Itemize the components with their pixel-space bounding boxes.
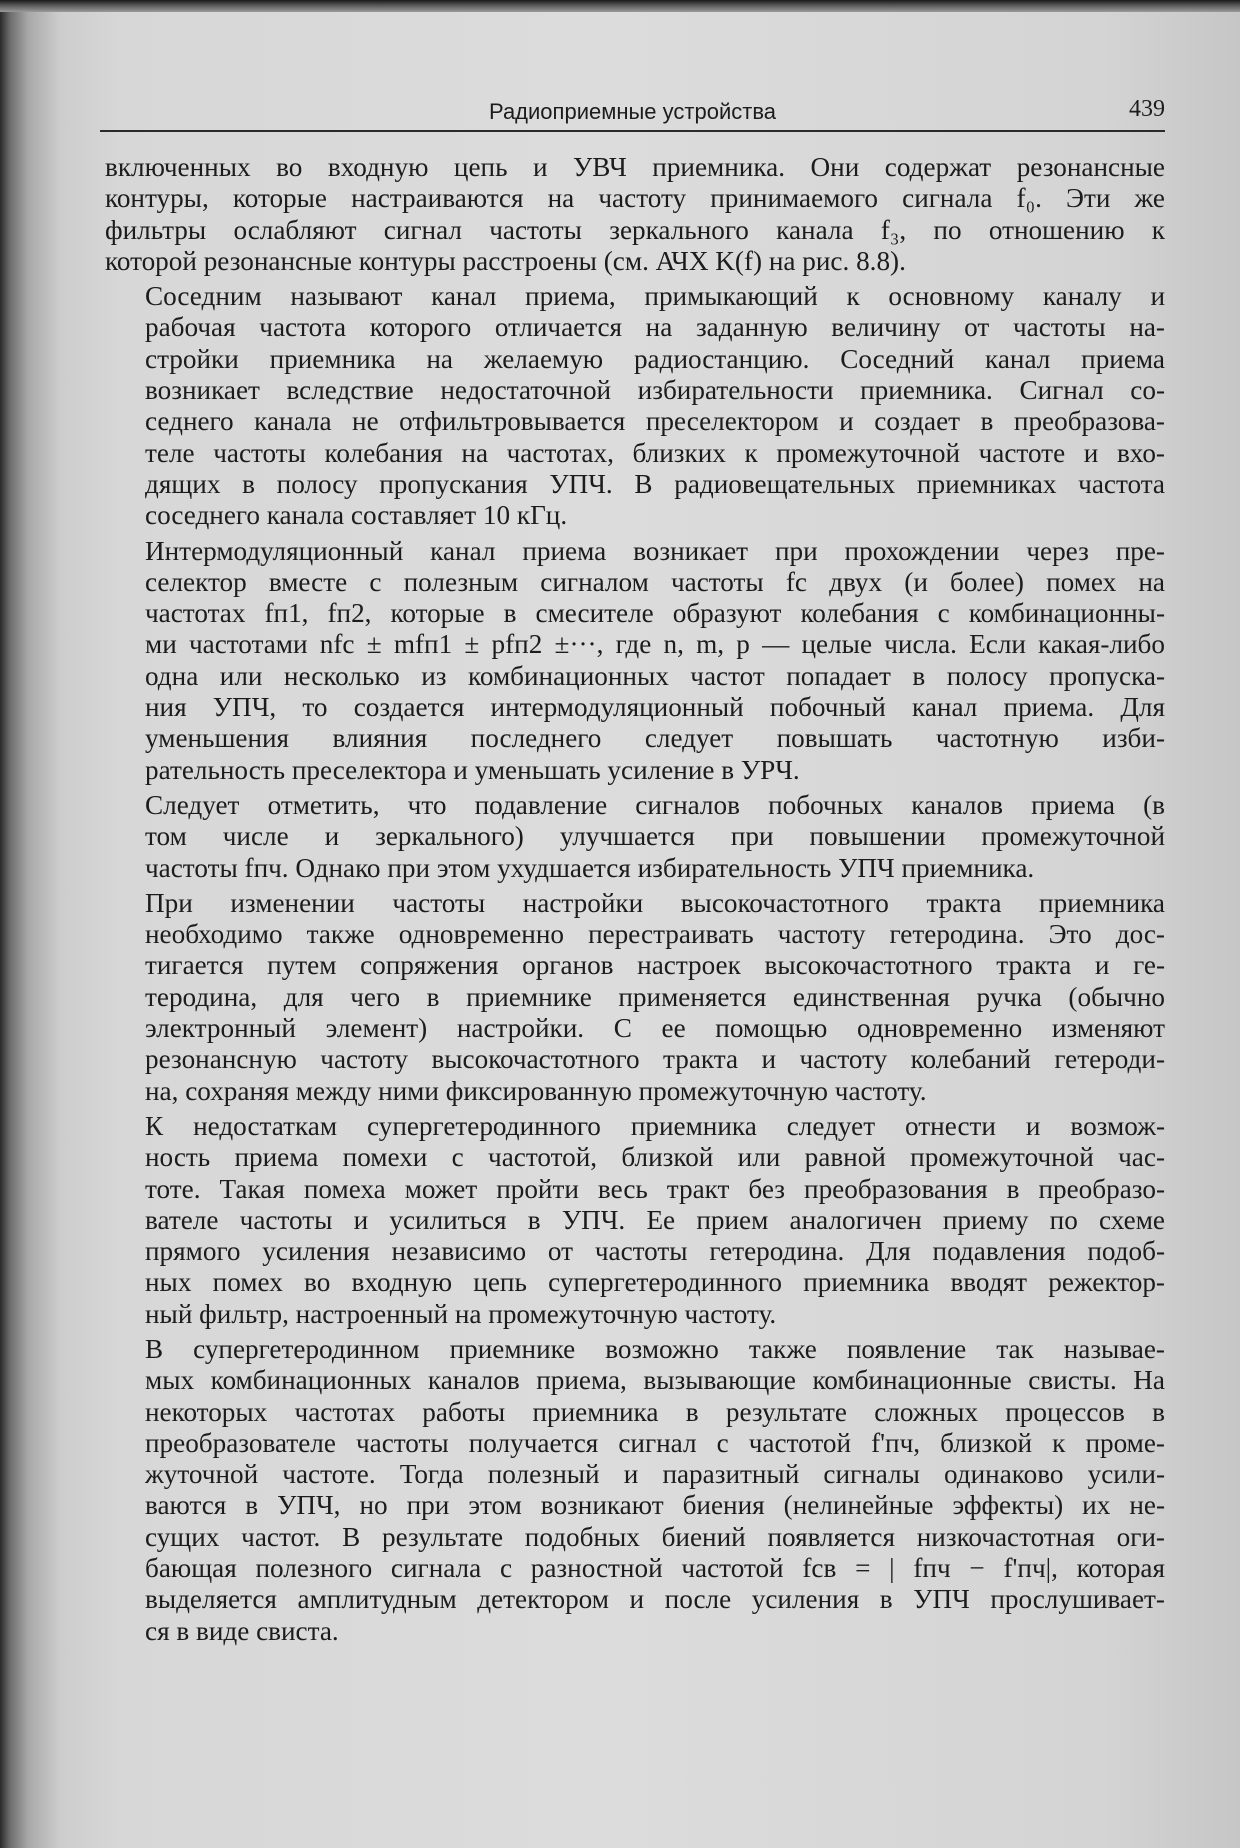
text-line: теле частоты колебания на частотах, близких к промежуточной частоте и вхо- — [145, 437, 1165, 468]
paragraph-7 — [105, 1334, 1165, 1647]
text-line: К недостаткам супергетеродинного приемника следует отнести и возмож- — [145, 1110, 1165, 1141]
paragraph-5 — [105, 888, 1165, 1107]
text-line: ми частотами nfс ± mfп1 ± pfп2 ±···, где n, m, p — целые числа. Если какая-либо — [145, 629, 1165, 660]
text-line: дящих в полосу пропускания УПЧ. В радиовещательных приемниках частота — [145, 468, 1165, 499]
text-line: В супергетеродинном приемнике возможно также появление так называе- — [145, 1333, 1165, 1364]
running-title: Радиоприемные устройства — [489, 99, 776, 124]
paragraph-1 — [105, 152, 1165, 277]
text-line: фильтры ослабляют сигнал частоты зеркального канала f₃, по отношению к — [105, 214, 1165, 245]
page-header — [100, 96, 1165, 132]
text-line: Интермодуляционный канал приема возникает при прохождении через пре- — [145, 535, 1165, 566]
text-line: ность приема помехи с частотой, близкой или равной промежуточной час- — [145, 1142, 1165, 1173]
text-line: рательность преселектора и уменьшать усиление в УРЧ. — [145, 754, 800, 785]
text-line: стройки приемника на желаемую радиостанцию. Соседний канал приема — [145, 343, 1165, 374]
text-line: одна или несколько из комбинационных частот попадает в полосу пропуска- — [145, 660, 1165, 691]
text-line: резонансную частоту высокочастотного тракта и частоту колебаний гетероди- — [145, 1044, 1165, 1075]
paragraph-4 — [105, 790, 1165, 884]
text-line: сущих частот. В результате подобных биений появляется низкочастотная оги- — [145, 1521, 1165, 1552]
page-number: 439 — [1129, 96, 1165, 122]
text-line: жуточной частоте. Тогда полезный и паразитный сигналы одинаково усили- — [145, 1459, 1165, 1490]
text-line: прямого усиления независимо от частоты гетеродина. Для подавления подоб- — [145, 1236, 1165, 1267]
text-line: тигается путем сопряжения органов настроек высокочастотного тракта и ге- — [145, 950, 1165, 981]
text-line: контуры, которые настраиваются на частоту принимаемого сигнала f₀. Эти же — [105, 183, 1165, 214]
text-line: вателе частоты и усилиться в УПЧ. Ее прием аналогичен приему по схеме — [145, 1204, 1165, 1235]
text-line: уменьшения влияния последнего следует повышать частотную изби- — [145, 723, 1165, 754]
body-text — [105, 152, 1165, 1651]
text-line: седнего канала не отфильтровывается преселектором и создает в преобразова- — [145, 406, 1165, 437]
text-line: селектор вместе с полезным сигналом частоты fс двух (и более) помех на — [145, 566, 1165, 597]
paragraph-6 — [105, 1111, 1165, 1330]
text-line: которой резонансные контуры расстроены (см. АЧХ K(f) на рис. 8.8). — [105, 245, 906, 276]
text-line: на, сохраняя между ними фиксированную промежуточную частоту. — [145, 1075, 927, 1106]
text-line: частотах fп1, fп2, которые в смесителе образуют колебания с комбинационны- — [145, 598, 1165, 629]
text-line: ния УПЧ, то создается интермодуляционный побочный канал приема. Для — [145, 692, 1165, 723]
page-top-edge — [0, 0, 1240, 12]
paragraph-3 — [105, 536, 1165, 786]
text-line: ных помех во входную цепь супергетеродинного приемника вводят режектор- — [145, 1267, 1165, 1298]
text-line: электронный элемент) настройки. С ее помощью одновременно изменяют — [145, 1013, 1165, 1044]
text-line: Соседним называют канал приема, примыкающий к основному каналу и — [145, 281, 1165, 312]
text-line: соседнего канала составляет 10 кГц. — [145, 500, 568, 531]
text-line: Следует отметить, что подавление сигналов побочных каналов приема (в — [145, 789, 1165, 820]
text-line: ный фильтр, настроенный на промежуточную частоту. — [145, 1298, 777, 1329]
paragraph-2 — [105, 281, 1165, 531]
text-line: некоторых частотах работы приемника в результате сложных процессов в — [145, 1396, 1165, 1427]
text-line: При изменении частоты настройки высокочастотного тракта приемника — [145, 887, 1165, 918]
text-line: тоте. Такая помеха может пройти весь тракт без преобразования в преобразо- — [145, 1173, 1165, 1204]
text-line: том числе и зеркального) улучшается при повышении промежуточной — [145, 821, 1165, 852]
text-line: необходимо также одновременно перестраивать частоту гетеродина. Это дос- — [145, 919, 1165, 950]
text-line: преобразователе частоты получается сигнал с частотой f'пч, близкой к проме- — [145, 1427, 1165, 1458]
text-line: частоты fпч. Однако при этом ухудшается избирательность УПЧ приемника. — [145, 852, 1035, 883]
text-line: возникает вследствие недостаточной избирательности приемника. Сигнал со- — [145, 375, 1165, 406]
text-line: ваются в УПЧ, но при этом возникают биения (нелинейные эффекты) их не- — [145, 1490, 1165, 1521]
text-line: выделяется амплитудным детектором и после усиления в УПЧ прослушивает- — [145, 1584, 1165, 1615]
text-line: рабочая частота которого отличается на заданную величину от частоты на- — [145, 312, 1165, 343]
text-line: теродина, для чего в приемнике применяется единственная ручка (обычно — [145, 981, 1165, 1012]
text-line: ся в виде свиста. — [145, 1615, 339, 1646]
text-line: мых комбинационных каналов приема, вызывающие комбинационные свисты. На — [145, 1365, 1165, 1396]
text-line: бающая полезного сигнала с разностной частотой fсв = | fпч − f'пч|, которая — [145, 1553, 1165, 1584]
text-line: включенных во входную цепь и УВЧ приемника. Они содержат резонансные — [105, 152, 1165, 182]
